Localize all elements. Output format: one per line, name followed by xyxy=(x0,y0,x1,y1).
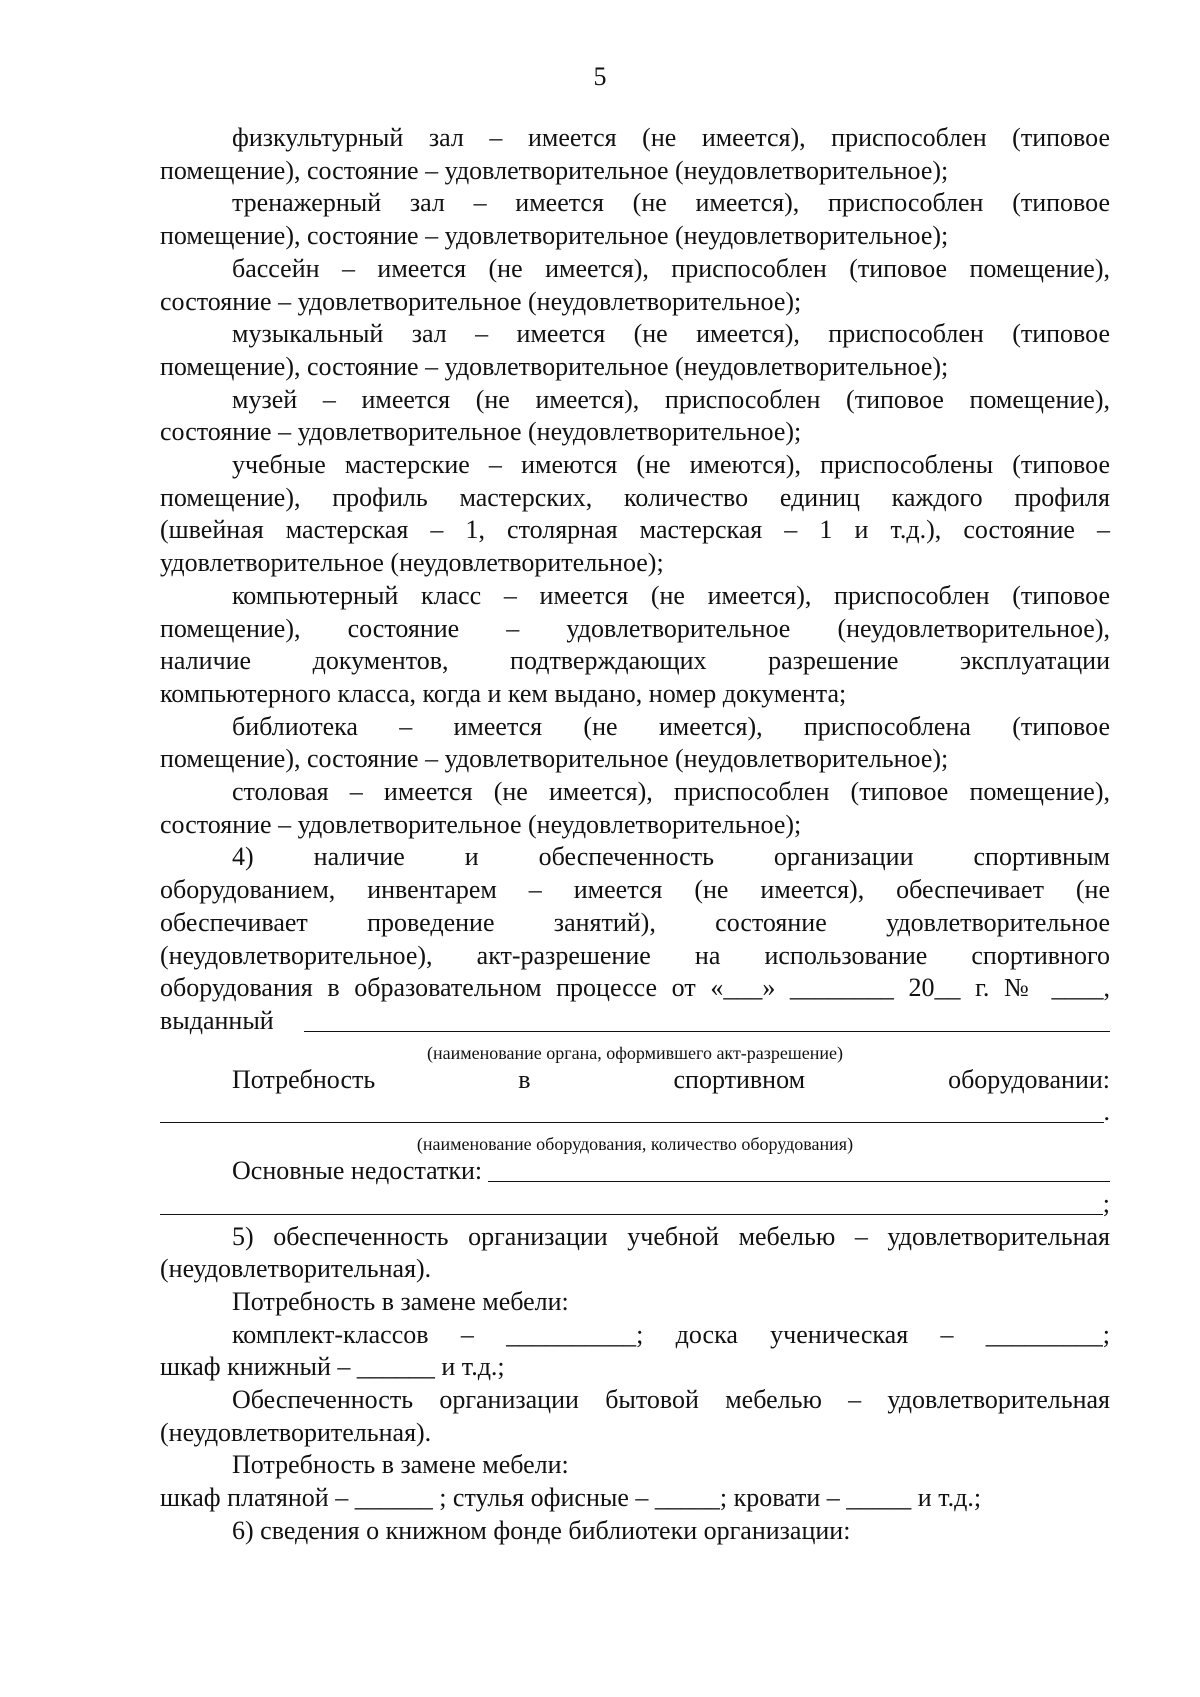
text-line: шкаф платяной – ______ ; стулья офисные – _____; кровати – _____ и т.д.; xyxy=(160,1483,982,1513)
text-line: наличие документов, подтверждающих разрешение эксплуатации xyxy=(160,646,1110,676)
text-line: столовая – имеется (не имеется), приспособлен (типовое помещение), xyxy=(232,777,1110,807)
text-line: (неудовлетворительная). xyxy=(160,1254,432,1284)
page-number: 5 xyxy=(593,62,607,91)
text-line: тренажерный зал – имеется (не имеется), приспособлен (типовое xyxy=(232,188,1110,218)
text-line: компьютерный класс – имеется (не имеется), приспособлен (типовое xyxy=(232,580,1110,610)
text-line: помещение), состояние – удовлетворительное (неудовлетворительное); xyxy=(160,351,949,381)
issued-by-blank[interactable] xyxy=(304,1007,1110,1032)
text-line: 5) обеспеченность организации учебной мебелью – удовлетворительная xyxy=(232,1221,1110,1251)
text-line: Потребность в спортивном оборудовании: xyxy=(232,1064,1110,1094)
deficiencies-row-2 xyxy=(160,1188,1110,1221)
text-line: помещение), состояние – удовлетворительное (неудовлетворительное), xyxy=(160,613,1110,643)
text-line: (неудовлетворительное), акт-разрешение на использование спортивного xyxy=(160,940,1110,970)
text-line: оборудованием, инвентарем – имеется (не имеется), обеспечивает (не xyxy=(160,875,1110,905)
text-line: помещение), состояние – удовлетворительное (неудовлетворительное); xyxy=(160,155,949,185)
issued-by-label: выданный xyxy=(160,1005,274,1035)
deficiencies-label: Основные недостатки: xyxy=(232,1156,483,1186)
text-line: 6) сведения о книжном фонде библиотеки организации: xyxy=(232,1515,851,1545)
line-end-period: . xyxy=(1103,1097,1110,1127)
text-line: шкаф книжный – ______ и т.д.; xyxy=(160,1352,505,1382)
text-line: оборудования в образовательном процессе от «___» ________ 20__ г. № ____, xyxy=(160,973,1110,1003)
text-line: Потребность в замене мебели: xyxy=(232,1286,569,1316)
text-line: (неудовлетворительная). xyxy=(160,1417,432,1447)
text-line: удовлетворительное (неудовлетворительное); xyxy=(160,548,664,578)
issued-by-row xyxy=(160,1005,1110,1038)
deficiencies-blank-2[interactable] xyxy=(160,1190,1103,1215)
text-line: физкультурный зал – имеется (не имеется), приспособлен (типовое xyxy=(232,123,1110,152)
text-line: учебные мастерские – имеются (не имеются), приспособлены (типовое xyxy=(232,450,1110,480)
text-line: музей – имеется (не имеется), приспособлен (типовое помещение), xyxy=(232,384,1110,414)
text-line: состояние – удовлетворительное (неудовлетворительное); xyxy=(160,809,802,839)
text-line: комплект-классов – __________; доска ученическая – _________; xyxy=(232,1319,1110,1349)
document-body xyxy=(160,122,1110,1548)
equipment-need-row xyxy=(160,1096,1110,1129)
text-line: Обеспеченность организации бытовой мебелью – удовлетворительная xyxy=(232,1385,1110,1415)
line-end-semicolon: ; xyxy=(1102,1188,1110,1218)
deficiencies-row xyxy=(160,1155,1110,1188)
equipment-need-caption: (наименование оборудования, количество оборудования) xyxy=(416,1134,854,1155)
text-line: Потребность в замене мебели: xyxy=(232,1450,569,1480)
text-line: помещение), состояние – удовлетворительное (неудовлетворительное); xyxy=(160,221,949,251)
text-line: состояние – удовлетворительное (неудовлетворительное); xyxy=(160,286,802,316)
text-line: состояние – удовлетворительное (неудовлетворительное); xyxy=(160,417,802,447)
text-line: компьютерного класса, когда и кем выдано, номер документа; xyxy=(160,678,847,708)
text-line: (швейная мастерская – 1, столярная мастерская – 1 и т.д.), состояние – xyxy=(160,515,1110,545)
text-line: музыкальный зал – имеется (не имеется), приспособлен (типовое xyxy=(232,319,1110,349)
text-line: 4) наличие и обеспеченность организации спортивным xyxy=(232,842,1110,872)
text-line: помещение), профиль мастерских, количество единиц каждого профиля xyxy=(160,482,1110,512)
text-line: помещение), состояние – удовлетворительное (неудовлетворительное); xyxy=(160,744,949,774)
issued-by-caption: (наименование органа, оформившего акт-разрешение) xyxy=(426,1042,843,1063)
text-line: бассейн – имеется (не имеется), приспособлен (типовое помещение), xyxy=(232,253,1110,283)
text-line: библиотека – имеется (не имеется), приспособлена (типовое xyxy=(232,711,1110,741)
deficiencies-blank-1[interactable] xyxy=(488,1157,1110,1182)
text-line: обеспечивает проведение занятий), состояние удовлетворительное xyxy=(160,907,1110,937)
equipment-need-blank[interactable] xyxy=(160,1098,1104,1123)
